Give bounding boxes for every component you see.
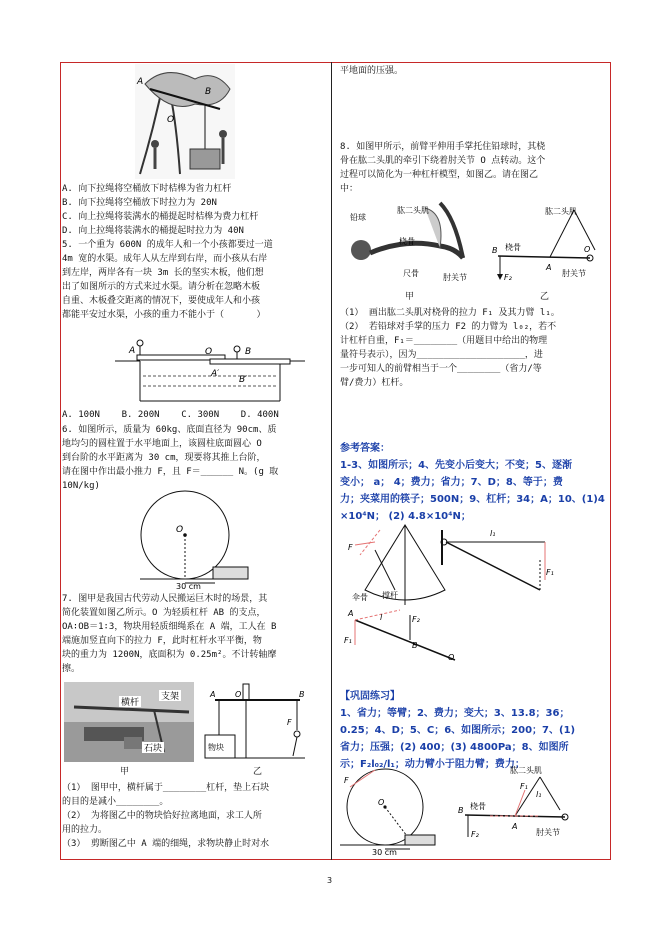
fig1-label-o: O [448,653,455,662]
fig1-label-f1: F₁ [546,568,554,577]
fig1-label-brace: 撑杆 [382,591,398,600]
q7-line: 简化装置如图乙所示。O 为轻质杠杆 AB 的支点， [62,608,266,618]
fig1-label-l: l [380,613,383,622]
q8-label-ball: 铅球 [350,213,366,222]
q8-fig-jia: 甲 [405,292,415,302]
q7-fig-yi: 乙 [253,767,263,777]
q7-line: 擦。 [62,664,81,674]
q5-line: 出了如图所示的方式来过水渠。请分析在忽略木板 [62,282,261,292]
q7-sub-line: （2） 为将图乙中的物块恰好拉离地面，求工人所 [62,811,262,821]
lever-block-diagram [205,680,305,765]
q5-options: A. 100N B. 200N C. 300N D. 400N [62,410,279,420]
answer-line: 力；夹菜用的筷子；500N；9、杠杆；34；A；10、(1)4 [340,494,605,505]
q4-option-a: A. 向下拉绳将空桶放下时桔槔为省力杠杆 [62,184,232,194]
q8-lever-label-radius: 桡骨 [505,243,521,252]
q7-line: 7. 图甲是我国古代劳动人民搬运巨木时的场景，其 [62,594,268,604]
q7-fig-jia: 甲 [120,767,130,777]
q8-label-ulna: 尺骨 [403,269,419,278]
answer-line: 1-3、如图所示；4、先变小后变大；不变；5、逐渐 [340,460,572,471]
log-moving-photo [64,682,194,762]
canal-figure [115,326,305,406]
q7-sub-line: 用的拉力。 [62,825,108,835]
q8-sub-line: 计杠杆自重，F₁＝________（用题目中给出的物理 [340,336,548,346]
consolidate-answer-line: 0.25；4、D；5、C；6、如图所示；200；7、(1) [340,725,576,736]
q7-sub-line: 的目的是减小________。 [62,797,169,807]
q7-line: 端施加竖直向下的拉力 F，此时杠杆水平平衡，物 [62,636,262,646]
q6-line: 10N/kg) [62,481,100,491]
svg-text:O: O [167,115,175,125]
q7-label-stone: 石块 [144,744,163,754]
fig2-label-elbow: 肘关节 [536,828,560,837]
q6-line: 请在图中作出最小推力 F，且 F＝______ N。(g 取 [62,467,279,477]
fig2-label-dim: 30 cm [372,848,397,857]
q6-line: 6. 如图所示，质量为 60kg、底面直径为 90cm、质 [62,425,277,435]
q5-label-b-prime: B′ [239,375,248,385]
column-divider [331,62,332,860]
q7-label-lever: 横杆 [121,698,140,708]
fig2-label-f: F [344,776,349,785]
answer-line: 变小； a； 4；费力；省力；7、D；8、等于；费 [340,477,563,488]
consolidate-answer-line: 省力；压强；(2) 400；(3) 4800Pa；8、如图所 [340,742,569,753]
fig1-label-f: F [348,543,353,552]
q8-line: 骨在肱二头肌的牵引下绕着肘关节 O 点转动。这个 [340,156,546,166]
fig2-label-radius: 桡骨 [470,802,486,811]
page-number: 3 [327,876,333,885]
q8-line: 8. 如图甲所示，前臂平伸用手掌托住铅球时，其桡 [340,142,546,152]
q8-lever-label-elbow: 肘关节 [562,269,586,278]
q8-label-radius: 桡骨 [399,237,415,246]
q8-sub-line: 一步可知人的前臂相当于一个________（省力/等 [340,364,542,374]
q8-sub-line: （2） 若铅球对手掌的压力 F2 的力臂为 l₀₂，若不 [340,322,557,332]
fig2-label-b: B [458,806,464,815]
q8-line: 中： [340,184,359,194]
answers-title: 参考答案： [340,443,390,454]
q7-line: 块的重力为 1200N，底面积为 0.25m²。不计转轴摩 [62,650,277,660]
fig1-label-b: B [412,641,418,650]
q7-sub-line: （3） 剪断图乙中 A 端的细绳，求物块静止时对水 [62,839,270,849]
cylinder-step-figure [140,485,250,590]
q6-line: 到台阶的水平距离为 30 cm，现要将其推上台阶， [62,453,266,463]
consolidate-answer-line: 示；F₂l₀₂/l₁；动力臂小于阻力臂；费力； [340,759,525,770]
q8-line: 过程可以简化为一种杠杆模型，如图乙。请在图乙 [340,170,539,180]
q8-lever-label-f2: F₂ [504,273,512,282]
fig1-label-l1: l₁ [490,529,496,538]
fig1-label-f1-bottom: F₁ [344,636,352,645]
q5-label-b: B [245,347,252,357]
fig2-label-a: A [512,822,518,831]
fig2-label-f2: F₂ [471,830,479,839]
fig2-label-f1: F₁ [520,782,528,791]
q5-line: 到左岸，两岸各有一块 3m 长的坚实木板，他们想 [62,268,264,278]
arm-lever-figure [490,200,605,285]
q6-center-label: O [176,525,184,535]
q8-fig-yi: 乙 [540,292,550,302]
fig2-label-o: O [378,798,385,807]
q7-label-stand: 支架 [161,692,180,702]
q4-option-d: D. 向上拉绳将装满水的桶提起时拉力为 40N [62,226,244,236]
fig2-label-l1: l₁ [536,790,542,799]
q7-label-a: A [210,690,216,699]
answer-figures-1 [340,520,605,665]
q7-line: OA∶OB＝1∶3，物块用轻质细绳系在 A 端，工人在 B [62,622,277,632]
svg-text:A: A [137,77,144,87]
q8-lever-label-a: A [546,263,552,272]
q7-sub-line: （1） 图甲中，横杆属于________杠杆，垫上石块 [62,783,270,793]
q7-label-b: B [299,690,305,699]
q8-lever-label-biceps: 肱二头肌 [545,207,577,216]
q6-dim-label: 30 cm [176,582,201,591]
answer-line: ×10⁴N； (2) 4.8×10⁴N； [340,511,471,522]
svg-text:B: B [205,87,212,97]
fig2-label-biceps: 肱二头肌 [510,766,542,775]
q7-label-block: 物块 [208,743,224,752]
q5-label-o: O [205,347,213,357]
q8-sub-line: 臂/费力）杠杆。 [340,378,409,388]
q4-option-c: C. 向上拉绳将装满水的桶提起时桔槔为费力杠杆 [62,212,259,222]
q8-label-biceps: 肱二头肌 [397,206,429,215]
q5-line: 5. 一个重为 600N 的成年人和一个小孩都要过一道 [62,240,273,250]
q5-label-a-prime: A′ [211,369,220,379]
q8-label-elbow: 肘关节 [443,273,467,282]
q7-label-f: F [287,718,292,727]
q8-lever-label-b: B [492,246,498,255]
fig1-label-a: A [348,609,354,618]
well-sweep-illustration [135,64,235,179]
q5-line: 4m 宽的水渠。成年人从左岸到右岸，而小孩从右岸 [62,254,268,264]
consolidate-answer-line: 1、省力；等臂；2、费力；变大；3、13.8；36； [340,708,570,719]
q8-sub-line: （1） 画出肱二头肌对桡骨的拉力 F₁ 及其力臂 l₁。 [340,308,560,318]
fig1-label-umbrella: 伞骨 [352,593,368,602]
q5-label-a: A [129,346,136,356]
q8-sub-line: 量符号表示），因为____________________，进 [340,350,543,360]
q5-line: 都能平安过水渠，小孩的重力不能小于（ ） [62,310,266,320]
fig1-label-f2: F₂ [412,615,420,624]
consolidate-title: 【巩固练习】 [340,691,400,702]
q6-line: 地均匀的圆柱置于水平地面上，该圆柱底面圆心 O [62,439,262,449]
q7-continuation: 平地面的压强。 [340,66,404,76]
q7-label-o: O [235,690,242,699]
q8-lever-label-o: O [584,245,591,254]
q5-line: 自重、木板叠交距离的情况下，要使成年人和小孩 [62,296,261,306]
q4-option-b: B. 向下拉绳将空桶放下时拉力为 20N [62,198,217,208]
answer-figures-2 [340,765,610,855]
arm-holding-ball-figure [345,198,480,293]
